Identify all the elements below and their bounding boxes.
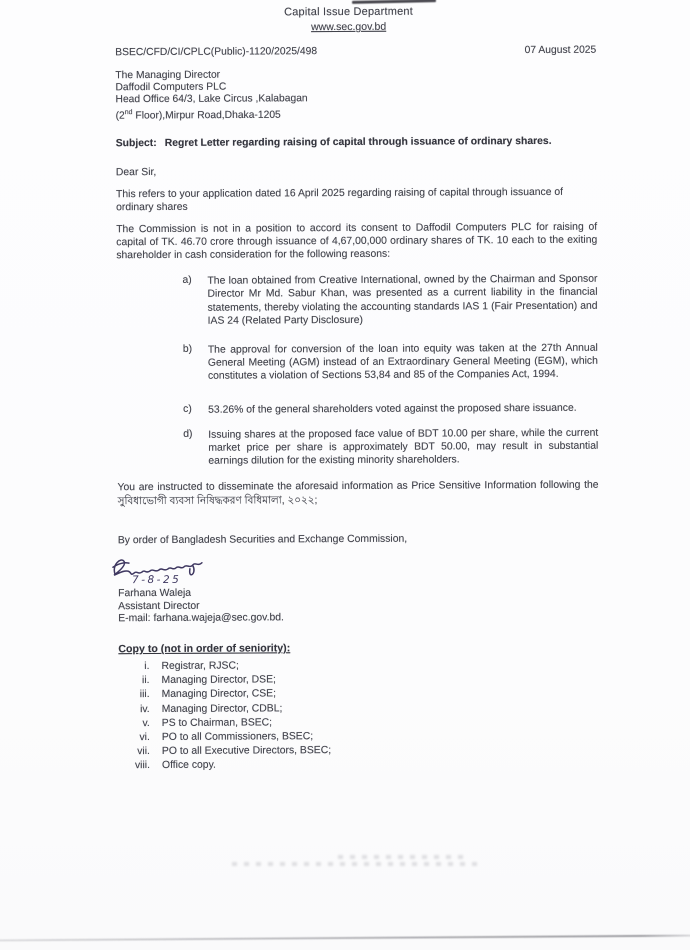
copy-item-text: PO to all Executive Directors, BSEC; — [161, 745, 332, 758]
signatory-title: Assistant Director — [118, 600, 200, 613]
copy-item-numeral: vi. — [139, 731, 150, 743]
signature-block — [118, 553, 599, 627]
signature-date-handwritten: 7-8-25 — [131, 573, 182, 587]
reason-text: The loan obtained from Creative International, owned by the Chairman and Sponsor Director Mr Md. Sabur Khan, was presented as a current liability in the financial statements, thereby violating the accounting standards IAS 1 (Fair Presentation) and IAS 24 (Related Party Disclosure) — [207, 273, 598, 327]
reason-text: 53.26% of the general shareholders voted against the proposed share issuance. — [208, 402, 577, 416]
copy-item-text: Registrar, RJSC; — [161, 660, 239, 672]
copy-item-text: PO to all Commissioners, BSEC; — [161, 731, 314, 743]
copy-item-text: PS to Chairman, BSEC; — [161, 717, 273, 729]
ink-bleedthrough-artifact — [338, 855, 468, 859]
copy-item — [119, 757, 600, 774]
copy-item-text: Managing Director, DSE; — [161, 674, 276, 687]
recipient-line-title: The Managing Director — [115, 69, 221, 82]
reference-row — [115, 45, 596, 59]
reason-label: c) — [183, 403, 192, 415]
subject-label: Subject: — [115, 138, 157, 150]
signatory-name: Farhana Waleja — [118, 588, 192, 600]
copy-item-numeral: iv. — [140, 703, 150, 715]
reason-item-a — [182, 273, 597, 328]
salutation: Dear Sir, — [115, 167, 157, 179]
copy-item-numeral: iii. — [139, 689, 150, 701]
reasons-list — [116, 273, 598, 469]
reason-item-c — [183, 401, 598, 416]
letterhead-website: www.sec.gov.bd — [311, 20, 387, 34]
copy-item-numeral: viii. — [134, 760, 151, 772]
copy-item-text: Managing Director, CDBL; — [161, 702, 283, 715]
recipient-line-floor — [116, 104, 597, 122]
closing-by-order: By order of Bangladesh Securities and Exchange Commission, — [117, 533, 408, 547]
copy-item-numeral: v. — [142, 717, 150, 729]
copy-item-text: Managing Director, CSE; — [161, 688, 276, 701]
copy-to-heading: Copy to (not in order of seniority): — [118, 642, 291, 656]
floor-prefix: (2 — [115, 110, 125, 122]
letter-date: 07 August 2025 — [524, 44, 597, 57]
subject-text: Regret Letter regarding raising of capital through issuance of ordinary shares. — [164, 136, 552, 150]
recipient-line-street: Head Office 64/3, Lake Circus ,Kalabagan — [115, 93, 308, 106]
reason-item-b — [183, 342, 598, 384]
paragraph-application-ref: This refers to your application dated 16 April 2025 regarding raising of capital through issuance of ordinary shares — [115, 187, 564, 214]
subject-line — [116, 136, 597, 150]
reason-text: The approval for conversion of the loan into equity was taken at the 27th Annual General Meeting (AGM) instead of an Extraordinary General Meeting (EGM), which constitutes a violation of Sections 53,84 and 85 of the Companies Act, 1994. — [207, 342, 598, 383]
copy-item-text: Office copy. — [161, 759, 216, 772]
floor-suffix: Floor),Mirpur Road,Dhaka-1205 — [132, 109, 281, 122]
paragraph-decision: The Commission is not in a position to accord its consent to Daffodil Computers PLC for raising of capital of TK. 46.70 crore through issuance of 4,67,00,000 ordinary shares of TK. 10 each to the exiting shareholder in cash consideration for the following reasons: — [116, 221, 598, 262]
copy-item-numeral: i. — [144, 660, 150, 672]
reason-item-d — [183, 427, 598, 469]
recipient-address — [115, 68, 596, 123]
reason-text: Issuing shares at the proposed face value of BDT 10.00 per share, while the current market price per share is approximately BDT 50.00, may result in substantial earnings dilution for the existing minority shareholders. — [208, 427, 599, 467]
floor-ordinal-sup: nd — [124, 108, 133, 116]
copy-item-numeral: vii. — [137, 746, 150, 758]
ink-bleedthrough-artifact — [232, 862, 478, 866]
letterhead-department: Capital Issue Department — [284, 5, 414, 19]
reason-label: b) — [182, 343, 193, 355]
page-edge-shadow — [0, 935, 690, 942]
copy-to-section — [118, 641, 600, 774]
reason-label: d) — [183, 428, 193, 440]
copy-to-list — [118, 658, 600, 774]
signatory-email: E-mail: farhana.wajeja@sec.gov.bd. — [118, 612, 284, 625]
recipient-line-company: Daffodil Computers PLC — [115, 81, 227, 94]
paragraph-psi-instruction: You are instructed to disseminate the aforesaid information as Price Sensitive Information following the সুবিধাভোগী ব্যবসা নিষিদ্ধকরণ বিধিমালা, ২০২২; — [117, 480, 599, 507]
copy-item-numeral: ii. — [141, 675, 150, 687]
reference-number: BSEC/CFD/CI/CPLC(Public)-1120/2025/498 — [115, 46, 318, 59]
reason-label: a) — [182, 275, 192, 287]
